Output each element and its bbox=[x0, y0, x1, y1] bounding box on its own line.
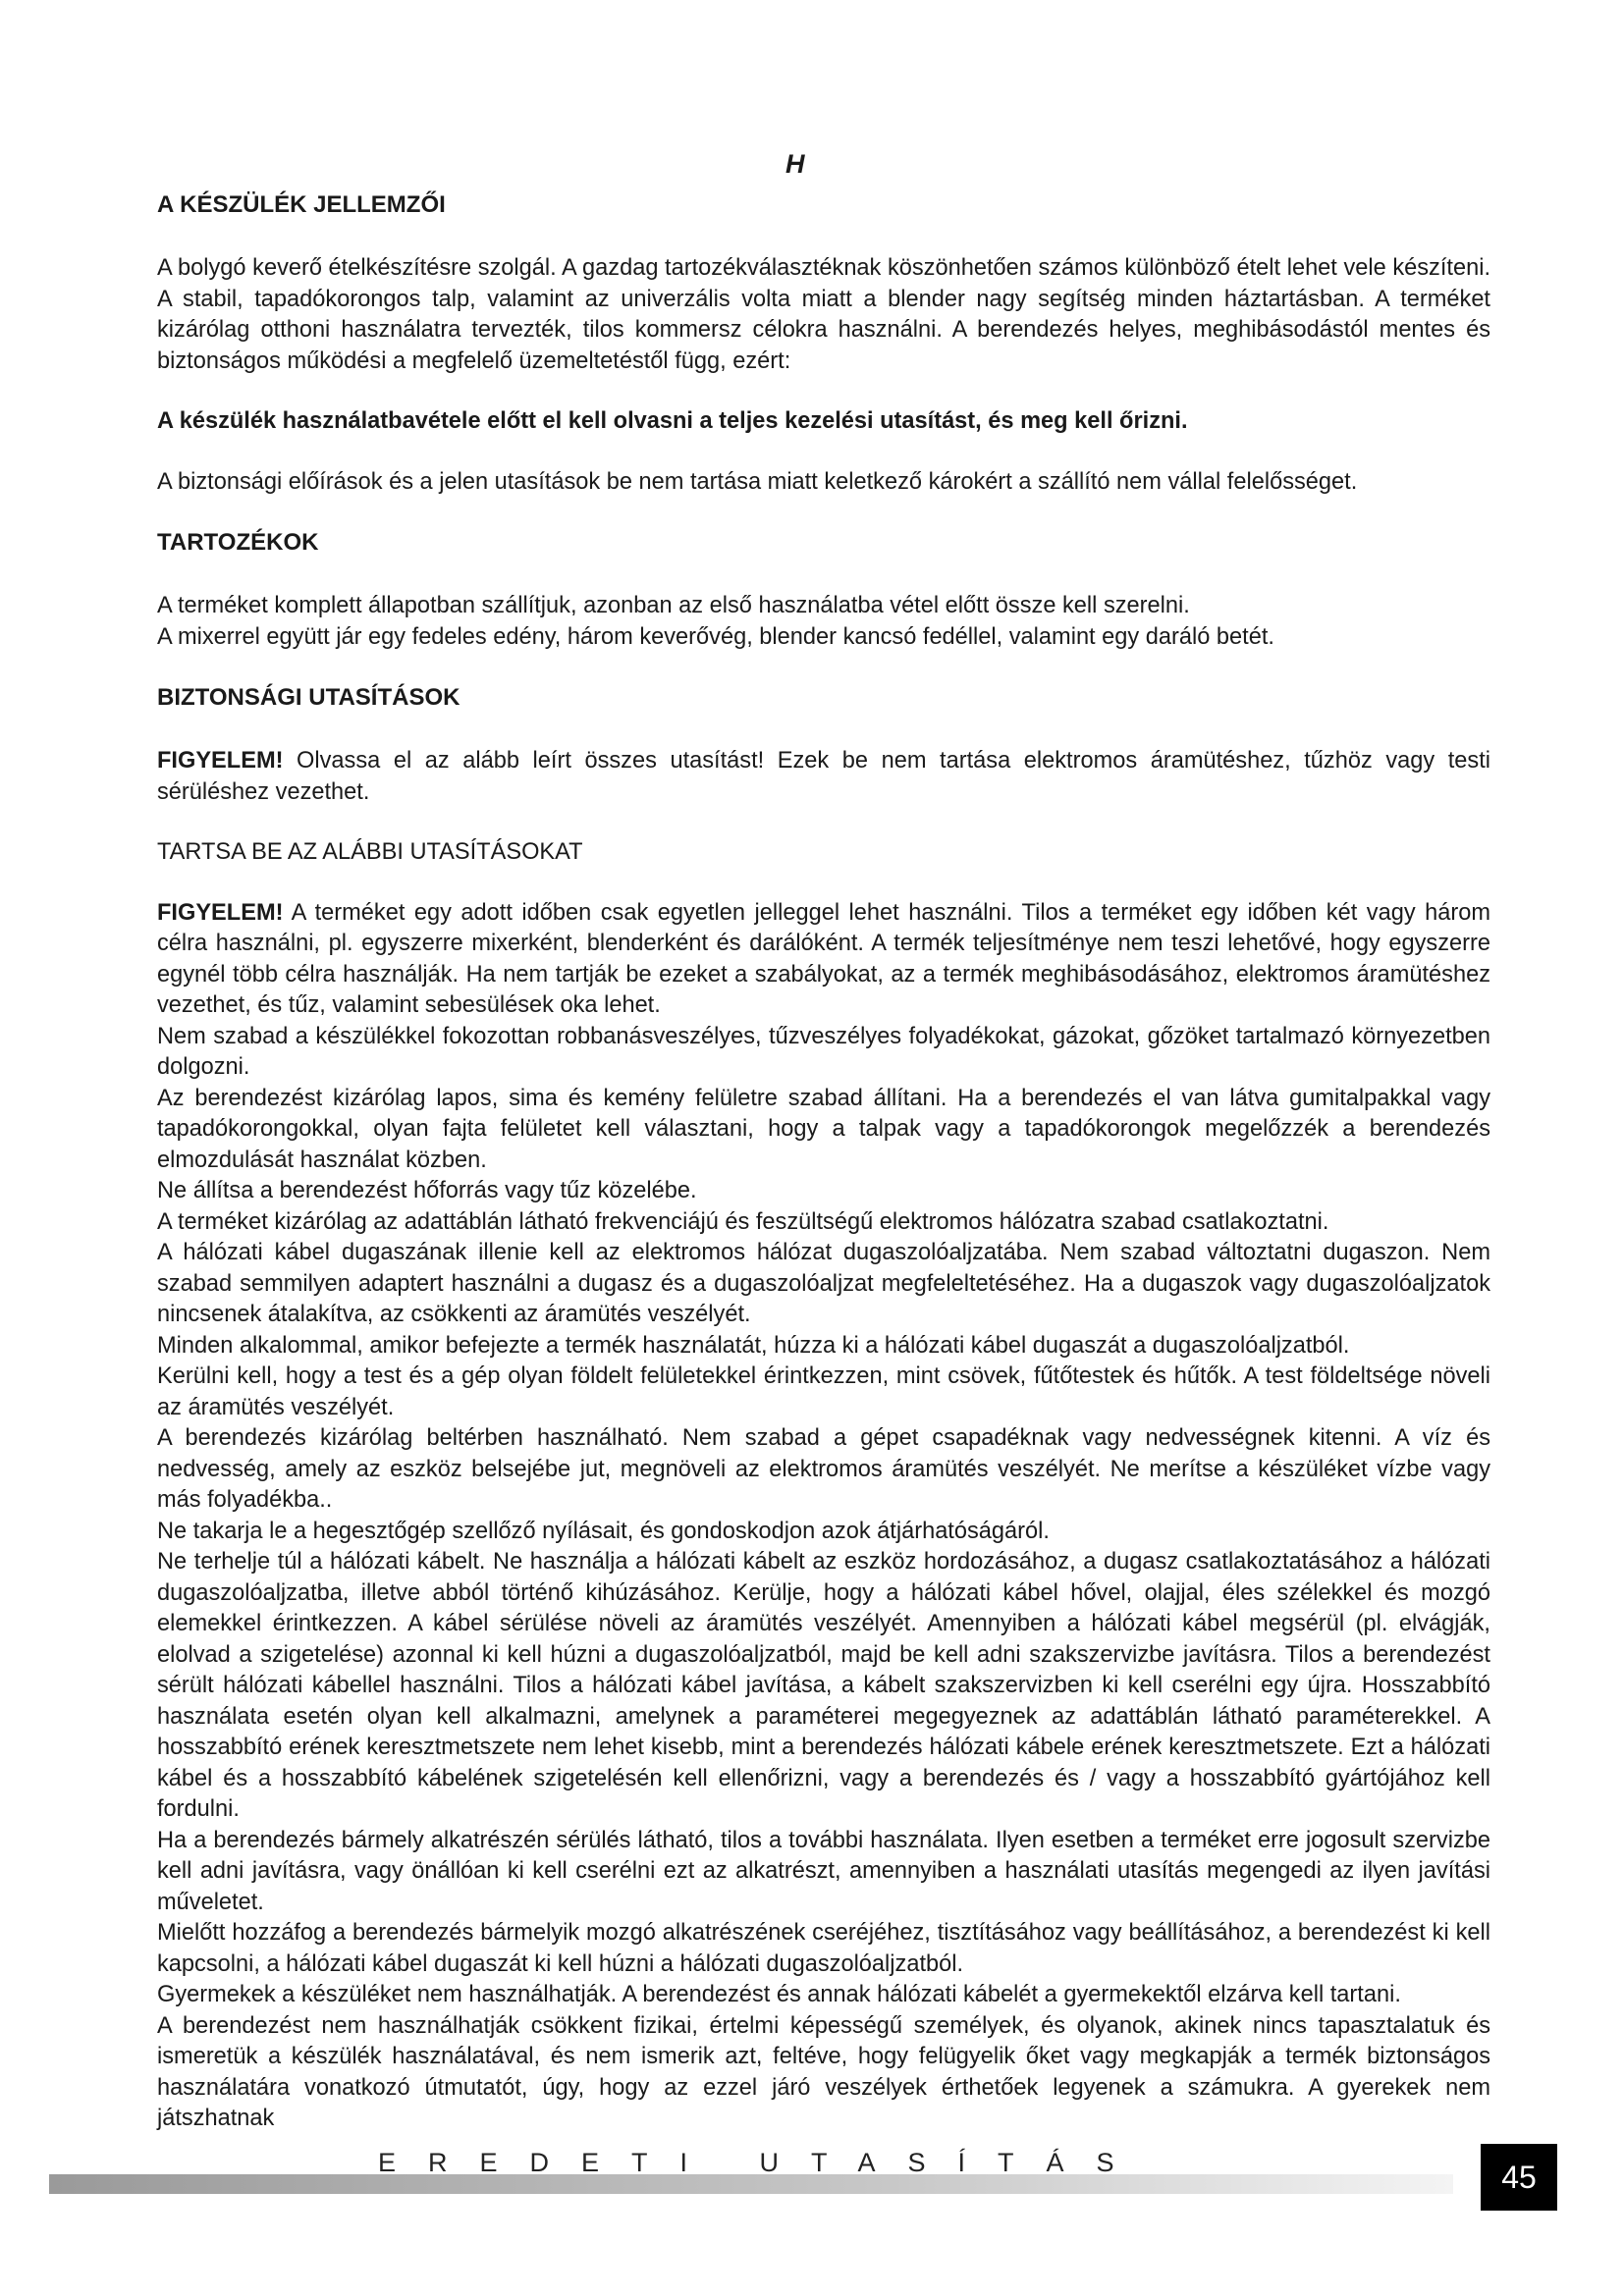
warning-text-2: A terméket egy adott időben csak egyetlen jelleggel lehet használni. Tilos a terméket egy időben két vagy három célra használni, pl. egyszerre mixerként, blenderként és darálóként. A termék teljesítménye nem teszi lehetővé, hogy egyszerre egynél több célra használják. Ha nem tartják be ezeket a szabályokat, az a termék meghibásodásához, elektromos áramütéshez vezethet, és tűz, valamint sebesülések oka lehet. bbox=[157, 899, 1490, 1018]
liability-paragraph: A biztonsági előírások és a jelen utasítások be nem tartása miatt keletkező károkért a szállító nem vállal felelősséget. bbox=[157, 468, 1358, 495]
section-title-accessories: TARTOZÉKOK bbox=[157, 529, 319, 556]
warning-label: FIGYELEM! bbox=[157, 748, 284, 774]
safety-rule: Gyermekek a készüléket nem használhatják. A berendezést és annak hálózati kábelét a gyermekektől elzárva kell tartani. bbox=[157, 1982, 1401, 2007]
safety-rule: Ha a berendezés bármely alkatrészén sérülés látható, tilos a további használata. Ilyen esetben a terméket erre jogosult szervizbe kell adni javításra, vagy önállóan ki kell cserélni ezt az alkatrészt, amennyiben a használati utasítás megengedi az ilyen javítási műveletet. bbox=[157, 1827, 1490, 1915]
warning-paragraph-1 bbox=[157, 746, 1490, 808]
warning-label: FIGYELEM! bbox=[157, 899, 284, 926]
safety-rule: A berendezés kizárólag beltérben használható. Nem szabad a gépet csapadéknak vagy nedvességnek kitenni. A víz és nedvesség, amely az eszköz belsejébe jut, megnöveli az elektromos áramütés veszélyét. Ne merítse a készüléket vízbe vagy más folyadékba.. bbox=[157, 1425, 1490, 1513]
read-manual-notice: A készülék használatbavétele előtt el kell olvasni a teljes kezelési utasítást, és meg kell őrizni. bbox=[157, 408, 1188, 434]
section-title-safety: BIZTONSÁGI UTASÍTÁSOK bbox=[157, 684, 460, 711]
page-content bbox=[157, 189, 1490, 2135]
safety-rule: Ne állítsa a berendezést hőforrás vagy tűz közelébe. bbox=[157, 1178, 697, 1203]
safety-rule: A hálózati kábel dugaszának illenie kell az elektromos hálózat dugaszolóaljzatába. Nem szabad változtatni dugaszon. Nem szabad semmilyen adaptert használni a dugasz és a dugaszolóaljzat megfeleltetéséhez. Ha a dugaszok vagy dugaszolóaljzatok nincsenek átalakítva, az csökkenti az áramütés veszélyét. bbox=[157, 1240, 1490, 1327]
accessories-paragraph-2: A mixerrel együtt jár egy fedeles edény, három keverővég, blender kancsó fedéllel, valamint egy daráló betét. bbox=[157, 623, 1274, 650]
warning-text-1: Olvassa el az alább leírt összes utasítást! Ezek be nem tartása elektromos áramütéshez, tűzhöz vagy testi sérüléshez vezethet. bbox=[157, 748, 1490, 805]
features-paragraph: A bolygó keverő ételkészítésre szolgál. A gazdag tartozékválasztéknak köszönhetően számos különböző ételt lehet vele készíteni. A stabil, tapadókorongos talp, valamint az univerzális volta miatt a blender nagy segítség minden háztartásban. A terméket kizárólag otthoni használatra tervezték, tilos kommersz célokra használni. A berendezés helyes, meghibásodástól mentes és biztonságos működési a megfelelő üzemeltetéstől függ, ezért: bbox=[157, 255, 1490, 374]
footer-label: EREDETI UTASÍTÁS bbox=[378, 2148, 1147, 2177]
safety-rule: Mielőtt hozzáfog a berendezés bármelyik mozgó alkatrészének cseréjéhez, tisztításához vagy beállításához, a berendezést ki kell kapcsolni, a hálózati kábel dugaszát ki kell húzni a hálózati dugaszolóaljzatból. bbox=[157, 1920, 1490, 1977]
language-marker: H bbox=[785, 149, 805, 179]
safety-rule: Nem szabad a készülékkel fokozottan robbanásveszélyes, tűzveszélyes folyadékokat, gázokat, gőzöket tartalmazó környezetben dolgozni. bbox=[157, 1023, 1490, 1080]
accessories-paragraph-1: A terméket komplett állapotban szállítjuk, azonban az első használatba vétel előtt össze kell szerelni. bbox=[157, 593, 1190, 618]
safety-rule: Ne terhelje túl a hálózati kábelt. Ne használja a hálózati kábelt az eszköz hordozásához, a dugasz csatlakoztatásához a hálózati dugaszolóaljzatba, illetve abból történő kihúzásához. Kerülje, hogy a hálózati kábel hővel, olajjal, éles szélekkel és mozgó elemekkel érintkezzen. A kábel sérülése növeli az áramütés veszélyét. Amennyiben a hálózati kábel megsérül (pl. elvágják, elolvad a szigetelése) azonnal ki kell húzni a dugaszolóaljzatból, majd be kell adni szakszervizbe javításra. Tilos a berendezést sérült hálózati kábellel használni. Tilos a hálózati kábel javítása, a kábelt szakszervizben ki kell cserélni egy újra. Hosszabbító használata esetén olyan kell alkalmazni, amelynek a paraméterei megegyeznek az adattáblán látható paraméterekkel. A hosszabbító erének keresztmetszete nem lehet kisebb, mint a berendezés hálózati kábele erének keresztmetszete. Ezt a hálózati kábel és a hosszabbító kábelének szigetelésén kell ellenőrizni, vagy a berendezés és / vagy a hosszabbító gyártójához kell fordulni. bbox=[157, 1549, 1490, 1822]
section-title-features: A KÉSZÜLÉK JELLEMZŐI bbox=[157, 191, 446, 218]
safety-rule: Ne takarja le a hegesztőgép szellőző nyílásait, és gondoskodjon azok átjárhatóságáról. bbox=[157, 1518, 1050, 1544]
page-number: 45 bbox=[1481, 2144, 1557, 2211]
safety-rule: A terméket kizárólag az adattáblán látható frekvenciájú és feszültségű elektromos hálózatra szabad csatlakoztatni. bbox=[157, 1208, 1329, 1235]
safety-rule: Kerülni kell, hogy a test és a gép olyan földelt felületekkel érintkezzen, mint csövek, fűtőtestek és hűtők. A test földeltsége növeli az áramütés veszélyét. bbox=[157, 1363, 1490, 1420]
safety-rule: A berendezést nem használhatják csökkent fizikai, értelmi képességű személyek, és olyanok, akinek nincs tapasztalatuk és ismeretük a készülék használatával, és nem ismerik azt, feltéve, hogy felügyelik őket vagy megkapják a termék biztonságos használatára vonatkozó útmutatót, úgy, hogy az ezzel járó veszélyek érthetőek legyenek a számukra. A gyerekek nem játszhatnak bbox=[157, 2012, 1490, 2131]
safety-rule: Az berendezést kizárólag lapos, sima és kemény felületre szabad állítani. Ha a berendezés el van látva gumitalpakkal vagy tapadókorongokkal, olyan fajta felületet kell választani, hogy a talpak vagy a tapadókorongok megelőzzék a berendezés elmozdulását használat közben. bbox=[157, 1085, 1490, 1173]
keep-instructions-heading: TARTSA BE AZ ALÁBBI UTASÍTÁSOKAT bbox=[157, 839, 583, 865]
safety-rule: Minden alkalommal, amikor befejezte a termék használatát, húzza ki a hálózati kábel dugaszát a dugaszolóaljzatból. bbox=[157, 1332, 1350, 1359]
warning-paragraph-2 bbox=[157, 898, 1490, 1022]
